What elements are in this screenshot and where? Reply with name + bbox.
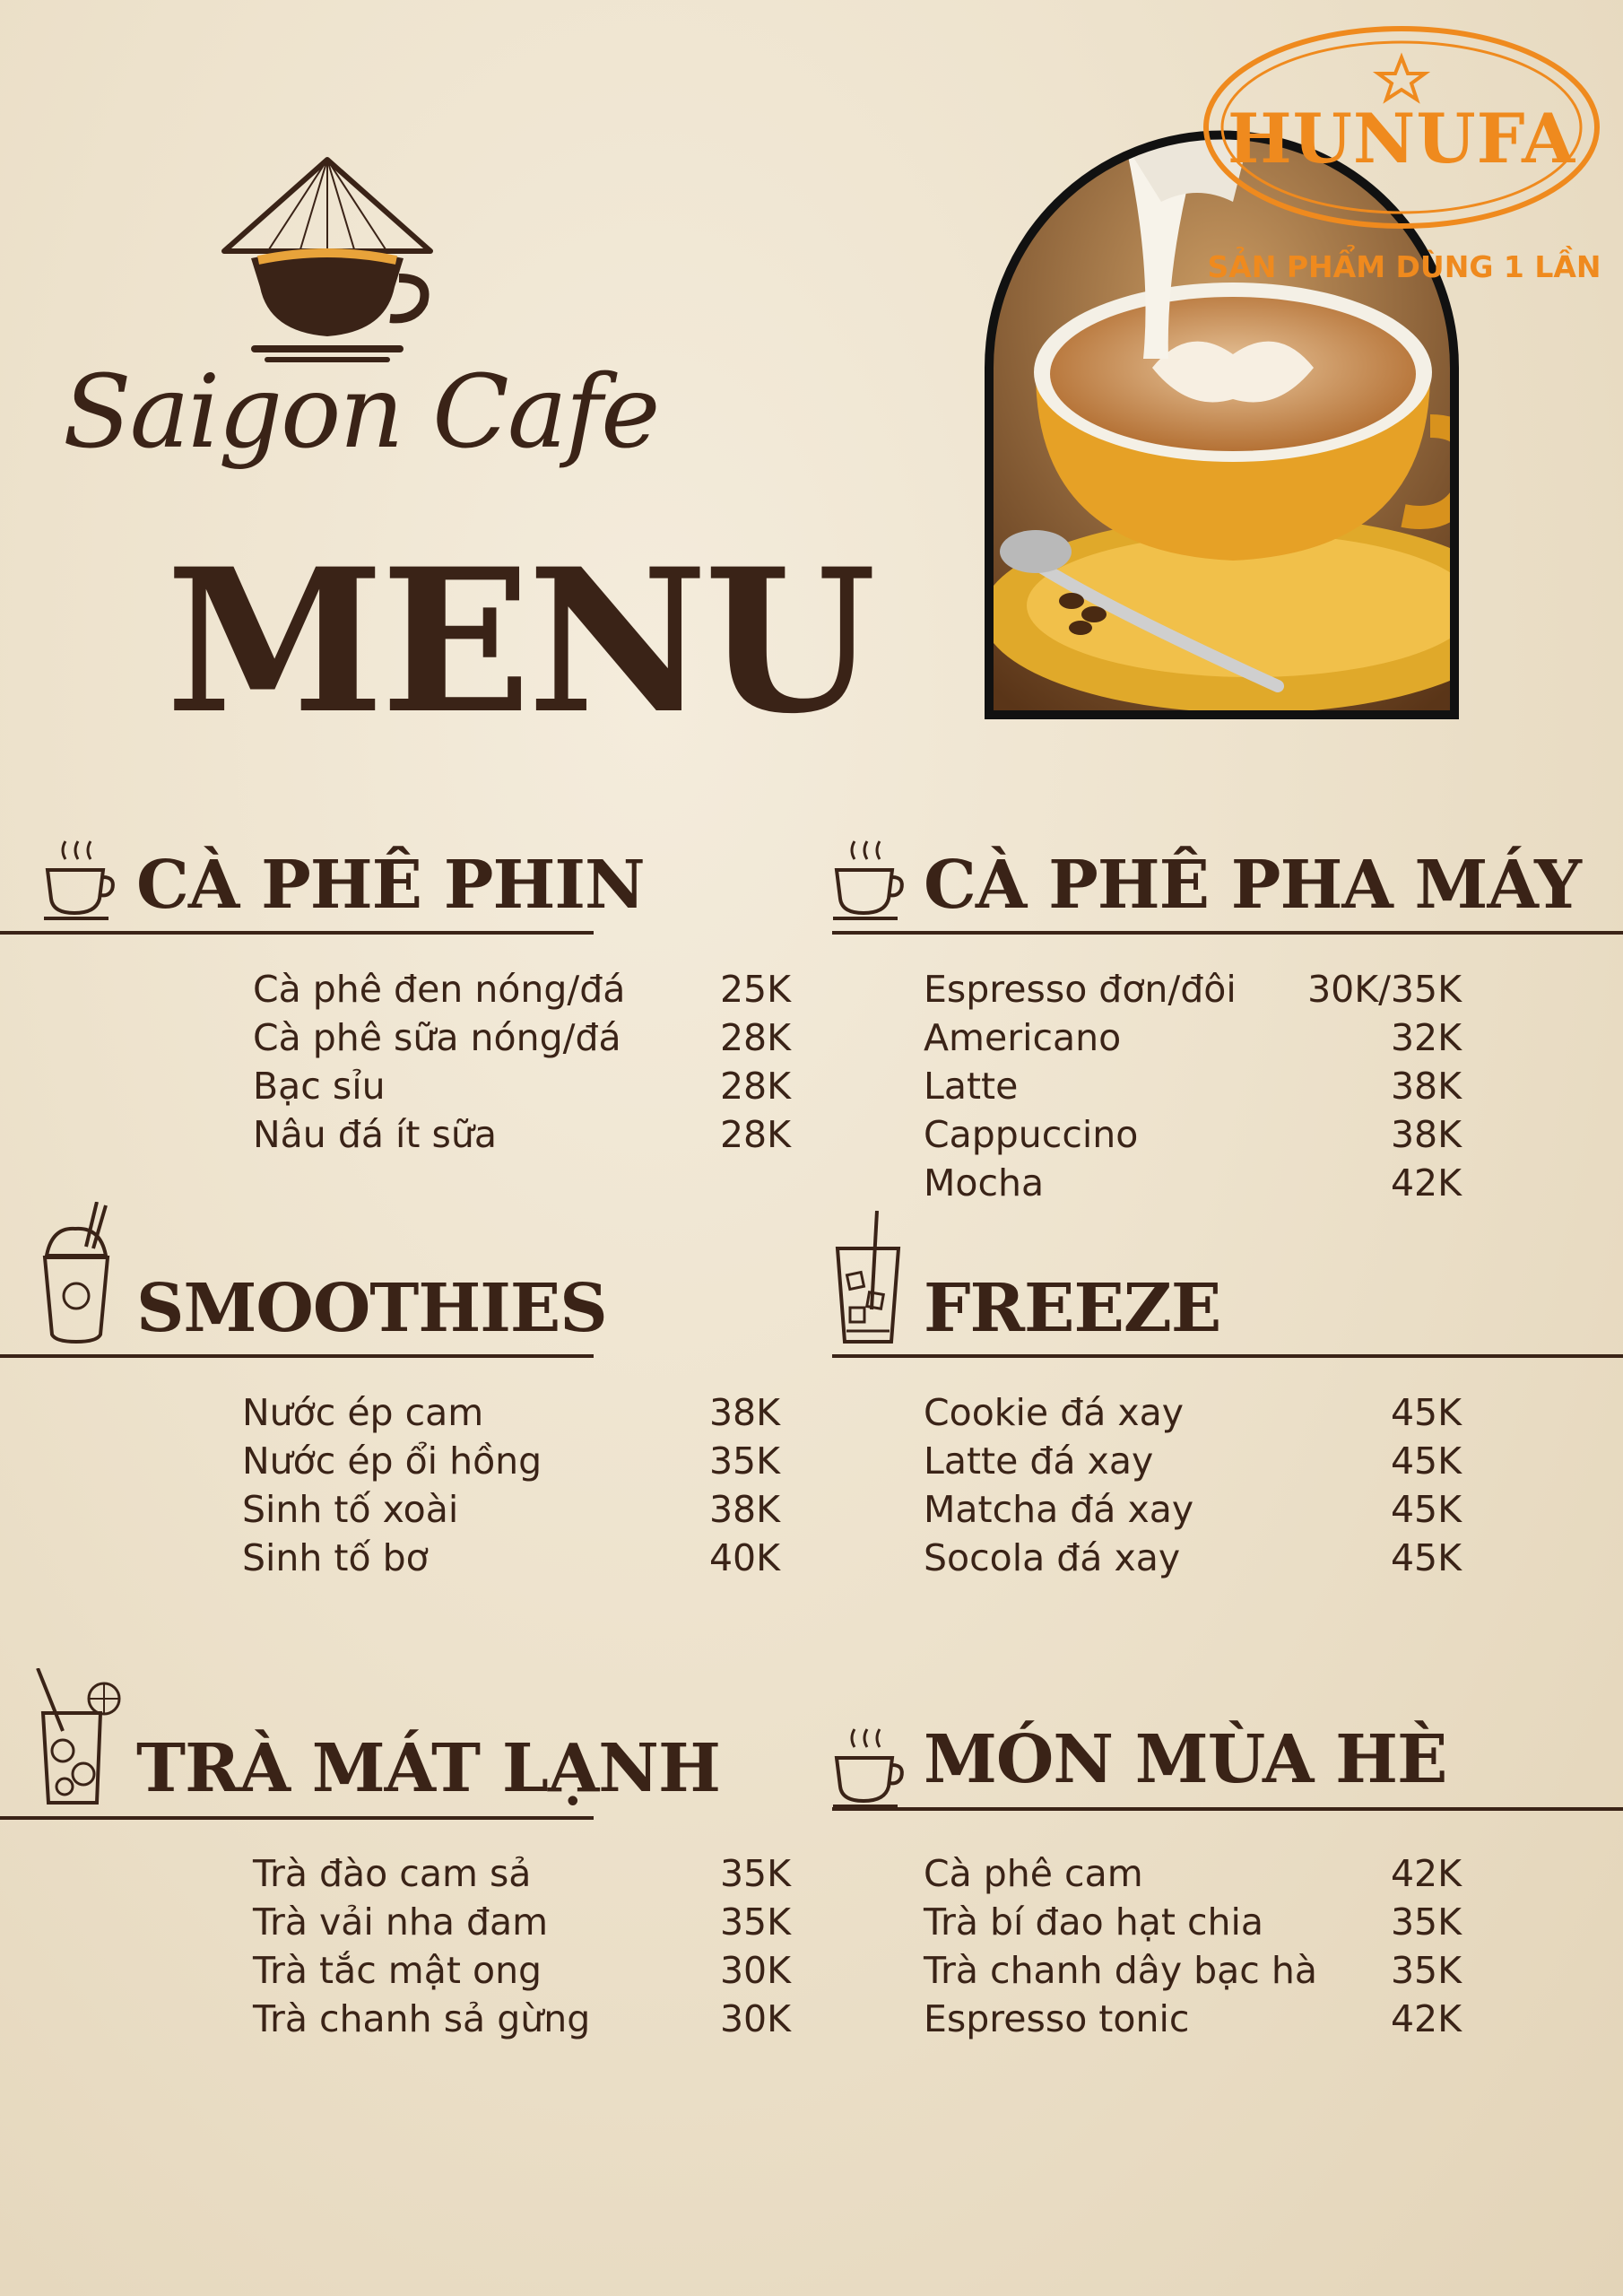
item-name: Trà tắc mật ong xyxy=(253,1949,542,1992)
menu-item xyxy=(924,965,1462,1014)
section-divider xyxy=(0,1816,594,1820)
menu-item xyxy=(253,1946,791,1996)
menu-item xyxy=(924,1388,1462,1438)
coffee-cup-icon xyxy=(829,1722,906,1812)
item-price: 35K xyxy=(719,1852,791,1895)
menu-item xyxy=(253,1898,791,1947)
section-divider xyxy=(0,931,594,935)
item-price: 28K xyxy=(719,1065,791,1108)
menu-item xyxy=(924,1110,1462,1160)
item-price: 38K xyxy=(708,1391,780,1434)
item-name: Bạc sỉu xyxy=(253,1065,386,1108)
item-name: Cà phê sữa nóng/đá xyxy=(253,1016,621,1059)
item-price: 40K xyxy=(708,1536,780,1579)
menu-item xyxy=(253,1062,791,1111)
menu-item xyxy=(242,1437,780,1486)
item-price: 30K xyxy=(719,1949,791,1992)
item-name: Trà chanh sả gừng xyxy=(253,1997,591,2040)
menu-item xyxy=(924,1062,1462,1111)
menu-item xyxy=(253,1110,791,1160)
iced-drink-icon xyxy=(832,1211,904,1345)
item-price: 35K xyxy=(708,1439,780,1483)
item-name: Latte xyxy=(924,1065,1019,1108)
menu-item xyxy=(253,1995,791,2044)
item-price: 25K xyxy=(719,968,791,1011)
menu-item xyxy=(924,1995,1462,2044)
menu-item xyxy=(924,1946,1462,1996)
section-title-ca-phe-pha-may: CÀ PHÊ PHA MÁY xyxy=(924,847,1582,924)
section-divider xyxy=(832,1354,1623,1358)
menu-item xyxy=(242,1485,780,1535)
menu-item xyxy=(253,965,791,1014)
section-title-ca-phe-phin: CÀ PHÊ PHIN xyxy=(136,847,645,924)
item-name: Cà phê đen nóng/đá xyxy=(253,968,626,1011)
item-name: Trà vải nha đam xyxy=(253,1900,549,1944)
section-title-freeze: FREEZE xyxy=(924,1270,1221,1347)
item-name: Nước ép cam xyxy=(242,1391,484,1434)
item-name: Cookie đá xay xyxy=(924,1391,1185,1434)
section-title-tra-mat-lanh: TRÀ MÁT LẠNH xyxy=(136,1730,720,1807)
item-price: 35K xyxy=(719,1900,791,1944)
item-name: Mocha xyxy=(924,1161,1045,1205)
menu-item xyxy=(924,1898,1462,1947)
item-price: 45K xyxy=(1390,1536,1462,1579)
item-price: 45K xyxy=(1390,1391,1462,1434)
iced-tea-icon xyxy=(34,1668,128,1807)
brand-name: Saigon Cafe xyxy=(63,354,659,471)
smoothie-cup-icon xyxy=(34,1202,119,1345)
section-divider xyxy=(832,1807,1623,1811)
item-name: Trà đào cam sả xyxy=(253,1852,532,1895)
item-name: Sinh tố bơ xyxy=(242,1536,429,1579)
item-name: Socola đá xay xyxy=(924,1536,1181,1579)
item-name: Trà chanh dây bạc hà xyxy=(924,1949,1317,1992)
item-price: 38K xyxy=(708,1488,780,1531)
item-price: 35K xyxy=(1390,1949,1462,1992)
menu-item xyxy=(924,1437,1462,1486)
item-name: Latte đá xay xyxy=(924,1439,1154,1483)
item-name: Americano xyxy=(924,1016,1122,1059)
star-icon xyxy=(1378,57,1425,100)
item-price: 28K xyxy=(719,1113,791,1156)
menu-item xyxy=(924,1013,1462,1063)
section-divider xyxy=(0,1354,594,1358)
item-price: 42K xyxy=(1390,1852,1462,1895)
item-price: 45K xyxy=(1390,1488,1462,1531)
stamp-tagline: SẢN PHẨM DÙNG 1 LẦN xyxy=(1207,249,1601,284)
menu-title: MENU xyxy=(166,525,873,757)
item-name: Nước ép ổi hồng xyxy=(242,1439,542,1483)
menu-item xyxy=(924,1159,1462,1208)
menu-item xyxy=(253,1013,791,1063)
item-name: Espresso đơn/đôi xyxy=(924,968,1237,1011)
menu-item xyxy=(924,1485,1462,1535)
coffee-cup-icon xyxy=(40,834,117,924)
item-price: 30K xyxy=(719,1997,791,2040)
item-price: 30K/35K xyxy=(1307,968,1462,1011)
menu-item xyxy=(242,1534,780,1583)
item-price: 35K xyxy=(1390,1900,1462,1944)
item-price: 32K xyxy=(1390,1016,1462,1059)
stamp-name: HUNUFA xyxy=(1227,99,1576,178)
item-name: Sinh tố xoài xyxy=(242,1488,459,1531)
item-price: 42K xyxy=(1390,1997,1462,2040)
item-price: 42K xyxy=(1390,1161,1462,1205)
menu-item xyxy=(924,1534,1462,1583)
saigon-cafe-logo-icon xyxy=(215,152,439,368)
item-price: 28K xyxy=(719,1016,791,1059)
section-title-mon-mua-he: MÓN MÙA HÈ xyxy=(924,1721,1447,1798)
menu-item xyxy=(253,1849,791,1899)
item-name: Nâu đá ít sữa xyxy=(253,1113,497,1156)
menu-item xyxy=(242,1388,780,1438)
section-title-smoothies: SMOOTHIES xyxy=(136,1270,607,1347)
item-name: Espresso tonic xyxy=(924,1997,1190,2040)
item-name: Trà bí đao hạt chia xyxy=(924,1900,1264,1944)
section-divider xyxy=(832,931,1623,935)
item-name: Matcha đá xay xyxy=(924,1488,1194,1531)
menu-item xyxy=(924,1849,1462,1899)
item-price: 38K xyxy=(1390,1065,1462,1108)
item-name: Cà phê cam xyxy=(924,1852,1143,1895)
coffee-cup-icon xyxy=(829,834,906,924)
item-name: Cappuccino xyxy=(924,1113,1139,1156)
item-price: 38K xyxy=(1390,1113,1462,1156)
item-price: 45K xyxy=(1390,1439,1462,1483)
